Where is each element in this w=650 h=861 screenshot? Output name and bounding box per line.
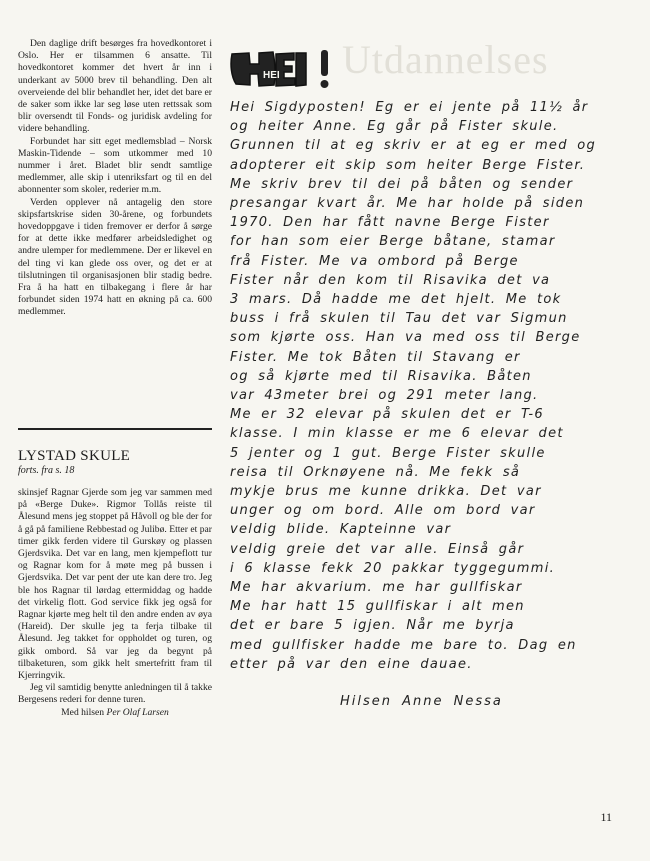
handwritten-letter xyxy=(230,98,628,711)
letter-line: 1970. Den har fått navne Berge Fister xyxy=(230,215,550,231)
letter-line: og heiter Anne. Eg går på Fister skule. xyxy=(230,119,559,135)
left-column-top xyxy=(18,38,212,319)
letter-line: Fister. Me tok Båten til Stavang er xyxy=(230,349,521,365)
letter-line: frå Fister. Me va ombord på Berge xyxy=(230,253,519,269)
letter-line: Fister når den kom til Risavika det va xyxy=(230,272,551,288)
letter-line: Me er 32 elevar på skulen det er T-6 xyxy=(230,407,544,423)
page-number: 11 xyxy=(600,810,612,824)
letter-line: klasse. I min klasse er me 6 elevar det xyxy=(230,426,564,442)
letter-line: i 6 klasse fekk 20 pakkar tyggegummi. xyxy=(230,560,556,576)
letter-line: veldig greie det var alle. Einså går xyxy=(230,541,525,557)
right-column xyxy=(222,36,632,796)
section-title: LYSTAD SKULE xyxy=(18,448,131,464)
paragraph: skinsjef Ragnar Gjerde som jeg var sammen med på «Berge Duke». Rigmor Tollås reiste til Ålesund mens jeg stoppet på Håvoll og ble der for å gå på familiene Rebbestad og Julibø. Etter et par timer gikk ferden videre til Gurskøy og plassen Gjerdsvika. Det var en lang, men kjempeflott tur og Ragnar kom for å møte meg på bussen i Gjerdsvika. Det var pent der ute kan dere tro. Jeg ble hos Ragnar til lørdag ettermiddag og hadde det virkelig flott. God service fikk jeg også for Ragnar kjørte meg helt til den andre enden av øya (Hareid). Der skulle jeg ta ferja tilbake til Ålesund. Jeg takket for oppholdet og turen, og gikk ombord. Så var jeg da begynt på tilbaketuren, som gikk helt smertefritt fram til Kjerringvik. xyxy=(18,487,212,682)
signoff-name: Per Olaf Larsen xyxy=(106,706,169,718)
signoff-prefix: Med hilsen xyxy=(61,706,105,718)
letter-line: Me har akvarium. me har gullfiskar xyxy=(230,580,523,596)
letter-line: mykje brus me kunne drikka. Det var xyxy=(230,484,542,500)
letter-line: adopterer eit skip som heiter Berge Fister. xyxy=(230,157,586,173)
letter-line: unger og om bord. Alle om bord var xyxy=(230,503,536,519)
left-column-bottom xyxy=(18,487,212,719)
letter-line: 3 mars. Då hadde me det hjelt. Me tok xyxy=(230,292,562,308)
letter-line: som kjørte oss. Han va med oss til Berge xyxy=(230,330,581,346)
paragraph: Forbundet har sitt eget medlemsblad – Norsk Maskin-Tidende – som utkommer med 10 nummer i året. Bladet blir sendt samtlige medlemmer, alle skip i utenriksfart og til en del abonnenter som skoler, rederier m.m. xyxy=(18,135,212,196)
letter-line: det er bare 5 igjen. Når me byrja xyxy=(230,618,515,634)
letter-line: etter på var den eine dauae. xyxy=(230,656,473,672)
letter-line: reisa til Orknøyene nå. Me fekk så xyxy=(230,464,521,480)
letter-line: var 43meter brei og 291 meter lang. xyxy=(230,388,539,404)
logo-text: HEI xyxy=(263,70,280,81)
letter-line: og så kjørte med til Risavika. Båten xyxy=(230,368,532,384)
paragraph: Den daglige drift besørges fra hovedkontoret i Oslo. Her er tilsammen 6 ansatte. Til hovedkontoret kommer det hvert år inn i underkant av 5000 brev til behandling. Den alt overveiende del blir behandlet her, idet det bare er de saker som ikke lar seg løse uten rettssak som blir oversendt til Fonds- og juridisk avdeling for videre behandling. xyxy=(18,38,212,135)
signoff xyxy=(18,707,212,719)
hei-logo xyxy=(228,44,338,92)
letter-line: med gullfisker hadde me bare to. Dag en xyxy=(230,637,577,653)
paragraph: Verden opplever nå antagelig den store skipsfartskrise siden 30-årene, og forbundets hovedoppgave i tiden fremover er derfor å sørge for at dette ikke medfører arbeidsledighet og andre ulemper for medlemmene. Der er likevel en del ting vi kan glede oss over, og det er at tilslutningen til organisasjonen blir stadig bedre. Fra å ha hatt en tilbakegang i flere år har forbundet siden 1974 hatt en økning på ca. 600 medlemmer. xyxy=(18,196,212,318)
letter-line: for han som eier Berge båtane, stamar xyxy=(230,234,556,250)
letter-line: Hei Sigdyposten! Eg er ei jente på 11½ år xyxy=(230,100,589,115)
letter-line: Grunnen til at eg skriv er at eg er med og xyxy=(230,138,596,154)
letter-line: veldig blide. Kapteinne var xyxy=(230,522,452,538)
paragraph: Jeg vil samtidig benytte anledningen til å takke Bergesens rederi for denne turen. xyxy=(18,682,212,706)
section-divider xyxy=(18,428,212,430)
letter-line: presangar kvart år. Me har holde på siden xyxy=(230,196,585,212)
letter-line: Me skriv brev til dei på båten og sender xyxy=(230,176,574,192)
letter-line: 5 jenter og 1 gut. Berge Fister skulle xyxy=(230,445,546,461)
section-subtitle: forts. fra s. 18 xyxy=(18,465,75,476)
header-ghost-text: Utdannelses xyxy=(342,37,549,82)
letter-line: Me har hatt 15 gullfiskar i alt men xyxy=(230,599,525,615)
letter-signature: Hilsen Anne Nessa xyxy=(340,694,503,710)
letter-line: buss i frå skulen til Tau det var Sigmun xyxy=(230,311,568,327)
